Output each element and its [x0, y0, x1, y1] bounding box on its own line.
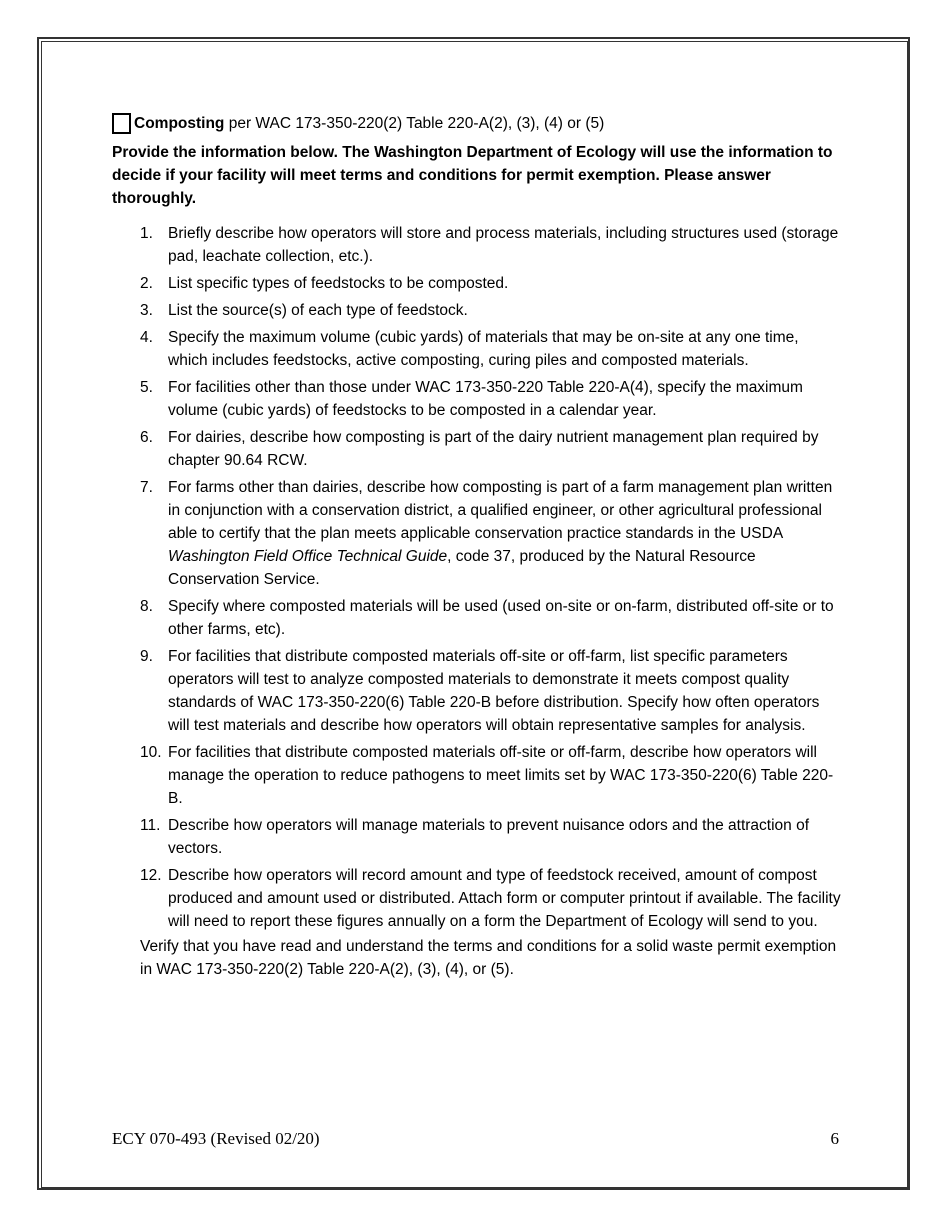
list-item — [140, 272, 842, 295]
item-text-part: For farms other than dairies, describe how composting is part of a farm management plan written in conjunction with a conservation district, a qualified engineer, or other agricultural professional able to certify that the plan meets applicable conservation practice standards in the USDA — [168, 479, 833, 542]
item-number: 8. — [140, 598, 153, 615]
verification-statement: Verify that you have read and understand the terms and conditions for a solid waste permit exemption in WAC 173-350-220(2) Table 220-A(2), (3), (4), or (5). — [140, 938, 837, 978]
item-number: 11. — [140, 817, 161, 834]
composting-checkbox[interactable] — [112, 113, 131, 134]
item-text: For facilities that distribute composted materials off-site or off-farm, describe how operators will manage the operation to reduce pathogens to meet limits set by WAC 173-350-220(6) Table 220-B. — [168, 744, 834, 807]
technical-guide-title: Washington Field Office Technical Guide — [168, 548, 448, 565]
item-text: Briefly describe how operators will store and process materials, including structures used (storage pad, leachate collection, etc.). — [168, 225, 839, 265]
list-item — [140, 376, 842, 422]
page-number: 6 — [830, 1129, 839, 1148]
item-number: 1. — [140, 225, 153, 242]
list-item — [140, 476, 842, 591]
question-list — [112, 222, 842, 933]
item-text: Describe how operators will manage materials to prevent nuisance odors and the attraction of vectors. — [168, 817, 810, 857]
list-item — [140, 426, 842, 472]
list-item — [140, 326, 842, 372]
list-item — [140, 864, 842, 933]
item-text-part: , code 37, produced by the Natural Resource Conservation Service. — [168, 548, 756, 588]
item-number: 2. — [140, 275, 153, 292]
item-number: 12. — [140, 867, 162, 884]
item-text: List the source(s) of each type of feedstock. — [168, 302, 468, 319]
item-number: 3. — [140, 302, 153, 319]
item-text: Specify the maximum volume (cubic yards) of materials that may be on-site at any one time, which includes feedstocks, active composting, curing piles and composted materials. — [168, 329, 799, 369]
list-item — [140, 222, 842, 268]
item-text: For dairies, describe how composting is part of the dairy nutrient management plan required by chapter 90.64 RCW. — [168, 429, 819, 469]
list-item — [140, 595, 842, 641]
item-text: List specific types of feedstocks to be composted. — [168, 275, 509, 292]
list-item — [140, 814, 842, 860]
item-number: 7. — [140, 479, 153, 496]
item-text: For facilities other than those under WAC 173-350-220 Table 220-A(4), specify the maximum volume (cubic yards) of feedstocks to be composted in a calendar year. — [168, 379, 803, 419]
item-number: 4. — [140, 329, 153, 346]
composting-label-rest: per WAC 173-350-220(2) Table 220-A(2), (3), (4) or (5) — [224, 115, 605, 132]
instructions-paragraph: Provide the information below. The Washington Department of Ecology will use the information to decide if your facility will meet terms and conditions for permit exemption. Please answer thoroughly. — [112, 144, 833, 207]
list-item — [140, 741, 842, 810]
item-text: For facilities that distribute composted materials off-site or off-farm, list specific parameters operators will test to analyze composted materials to demonstrate it meets compost quality standards of WAC 173-350-220(6) Table 220-B before distribution. Specify how often operators will test materials and describe how operators will obtain representative samples for analysis. — [168, 648, 820, 734]
list-item — [140, 645, 842, 737]
item-text: Describe how operators will record amount and type of feedstock received, amount of compost produced and amount used or distributed. Attach form or computer printout if available. The facility will need to report these figures annually on a form the Department of Ecology will send to you. — [168, 867, 841, 930]
list-item — [140, 299, 842, 322]
item-text: Specify where composted materials will be used (used on-site or on-farm, distributed off-site or to other farms, etc). — [168, 598, 834, 638]
item-number: 9. — [140, 648, 153, 665]
item-number: 6. — [140, 429, 153, 446]
form-content — [112, 112, 842, 981]
item-number: 5. — [140, 379, 153, 396]
composting-label-bold: Composting — [134, 115, 225, 132]
composting-option — [112, 112, 842, 135]
item-number: 10. — [140, 744, 162, 761]
item-text — [168, 476, 842, 591]
form-id: ECY 070-493 (Revised 02/20) — [112, 1129, 320, 1148]
page-footer — [112, 1129, 839, 1149]
composting-label — [134, 112, 604, 135]
